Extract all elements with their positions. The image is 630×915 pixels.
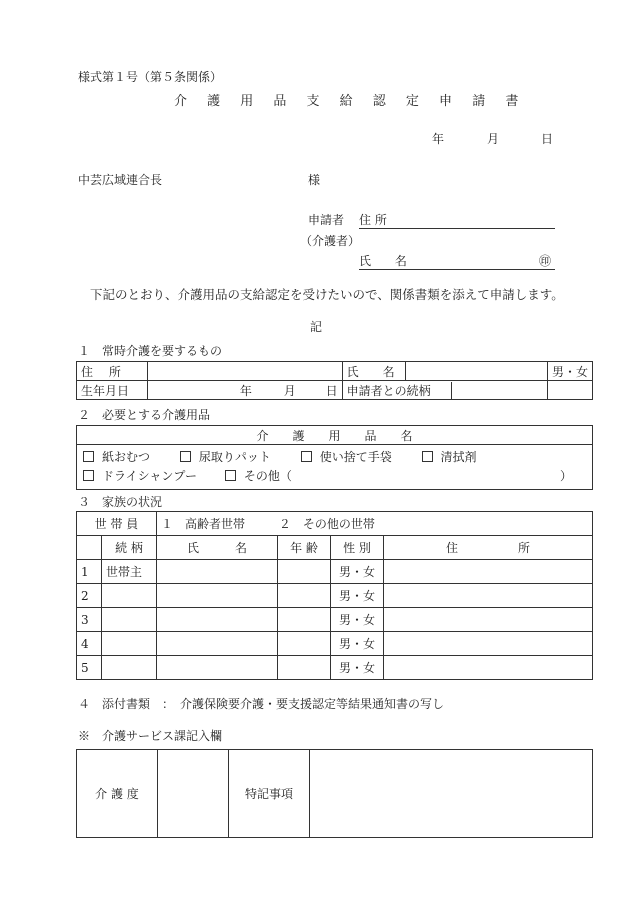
row-address[interactable] xyxy=(384,560,593,584)
intro-text: 下記のとおり、介護用品の支給認定を受けたいので、関係書類を添えて申請します。 xyxy=(90,287,564,302)
family-table xyxy=(76,511,593,680)
section4-attachments: ４ 添付書類 ： 介護保険要介護・要支援認定等結果通知書の写し xyxy=(78,697,445,711)
row-age[interactable] xyxy=(278,608,331,632)
s1-address-label: 住 所 xyxy=(77,362,148,381)
ki-label: 記 xyxy=(310,320,323,334)
row-relation[interactable]: 世帯主 xyxy=(102,560,157,584)
row-age[interactable] xyxy=(278,656,331,680)
section2-table xyxy=(76,425,593,490)
item-urine-pad: 尿取りパット xyxy=(198,450,271,464)
date-day-label: 日 xyxy=(541,132,554,146)
row-age[interactable] xyxy=(278,632,331,656)
s1-birth-field[interactable] xyxy=(147,381,342,400)
office-use-table xyxy=(76,749,593,838)
table-row xyxy=(77,560,593,584)
s2-items-cell xyxy=(77,445,593,490)
table-row xyxy=(77,656,593,680)
applicant-sub-label: （介護者） xyxy=(300,234,361,248)
row-no: 4 xyxy=(77,632,102,656)
row-address[interactable] xyxy=(384,608,593,632)
applicant-label: 申請者 xyxy=(308,213,345,227)
care-level-label: 介 護 度 xyxy=(77,750,158,838)
row-name[interactable] xyxy=(157,608,278,632)
s1-month-label: 月 xyxy=(283,383,296,398)
col-sex: 性 別 xyxy=(331,536,384,560)
col-name: 氏 名 xyxy=(157,536,278,560)
household-opt2[interactable]: ２ その他の世帯 xyxy=(278,517,375,531)
row-address[interactable] xyxy=(384,632,593,656)
row-sex[interactable]: 男・女 xyxy=(331,608,384,632)
checkbox-urine-pad[interactable] xyxy=(180,451,191,462)
s1-relation-cell xyxy=(342,381,547,400)
applicant-address-field[interactable] xyxy=(359,211,555,229)
household-opt1[interactable]: １ 高齢者世帯 xyxy=(161,517,246,531)
notes-field[interactable] xyxy=(310,750,593,838)
checkbox-dry-shampoo[interactable] xyxy=(83,470,94,481)
applicant-name-field[interactable] xyxy=(359,252,555,270)
item-other: その他（ xyxy=(243,469,292,483)
office-use-heading: ※ 介護サービス課記入欄 xyxy=(78,729,223,743)
row-address[interactable] xyxy=(384,656,593,680)
row-name[interactable] xyxy=(157,632,278,656)
row-no: 5 xyxy=(77,656,102,680)
s1-name-field[interactable] xyxy=(405,362,547,381)
applicant-name-label: 氏 名 xyxy=(359,254,417,268)
s1-birth-label: 生年月日 xyxy=(77,381,148,400)
s1-sex-field[interactable]: 男・女 xyxy=(547,362,592,381)
section3-heading: ３ 家族の状況 xyxy=(78,495,163,509)
table-row xyxy=(77,584,593,608)
checkbox-other[interactable] xyxy=(225,470,236,481)
s1-name-label: 氏 名 xyxy=(342,362,405,381)
addressee: 中芸広域連合長 xyxy=(78,173,163,187)
row-name[interactable] xyxy=(157,560,278,584)
item-dry-shampoo: ドライシャンプー xyxy=(102,469,198,483)
section2-heading: ２ 必要とする介護用品 xyxy=(78,408,211,422)
row-relation[interactable] xyxy=(102,584,157,608)
col-relation: 続 柄 xyxy=(102,536,157,560)
row-sex[interactable]: 男・女 xyxy=(331,632,384,656)
row-address[interactable] xyxy=(384,584,593,608)
s1-relation-label: 申請者との続柄 xyxy=(343,382,452,399)
row-sex[interactable]: 男・女 xyxy=(331,656,384,680)
row-age[interactable] xyxy=(278,584,331,608)
table-row xyxy=(77,608,593,632)
row-relation[interactable] xyxy=(102,608,157,632)
honorific: 様 xyxy=(308,173,321,187)
item-paper-diaper: 紙おむつ xyxy=(102,450,151,464)
notes-label: 特記事項 xyxy=(229,750,310,838)
checkbox-disposable-gloves[interactable] xyxy=(301,451,312,462)
s1-day-label: 日 xyxy=(325,383,338,398)
checkbox-cleansing-agent[interactable] xyxy=(422,451,433,462)
date-year-label: 年 xyxy=(432,132,445,146)
household-label: 世 帯 員 xyxy=(77,512,157,536)
s1-year-label: 年 xyxy=(239,383,252,398)
col-address: 住 所 xyxy=(384,536,593,560)
section1-table xyxy=(76,361,593,400)
row-sex[interactable]: 男・女 xyxy=(331,560,384,584)
checkbox-paper-diaper[interactable] xyxy=(83,451,94,462)
table-row xyxy=(77,632,593,656)
applicant-address-label: 住 所 xyxy=(359,213,387,227)
col-no xyxy=(77,536,102,560)
household-type-cell[interactable] xyxy=(157,512,593,536)
row-no: 1 xyxy=(77,560,102,584)
form-number: 様式第１号（第５条関係） xyxy=(78,70,223,84)
s2-header: 介 護 用 品 名 xyxy=(77,426,593,445)
s1-relation-field[interactable] xyxy=(547,381,592,400)
row-name[interactable] xyxy=(157,656,278,680)
row-no: 3 xyxy=(77,608,102,632)
care-level-field[interactable] xyxy=(158,750,229,838)
item-cleansing-agent: 清拭剤 xyxy=(440,450,477,464)
row-sex[interactable]: 男・女 xyxy=(331,584,384,608)
row-relation[interactable] xyxy=(102,656,157,680)
other-close-paren: ） xyxy=(559,469,572,483)
col-age: 年 齢 xyxy=(278,536,331,560)
row-relation[interactable] xyxy=(102,632,157,656)
section1-heading: １ 常時介護を要するもの xyxy=(78,344,223,358)
row-name[interactable] xyxy=(157,584,278,608)
date-month-label: 月 xyxy=(487,132,500,146)
row-no: 2 xyxy=(77,584,102,608)
s1-address-field[interactable] xyxy=(147,362,342,381)
item-disposable-gloves: 使い捨て手袋 xyxy=(319,450,392,464)
row-age[interactable] xyxy=(278,560,331,584)
page-title: 介 護 用 品 支 給 認 定 申 請 書 xyxy=(174,94,527,109)
seal-mark: ㊞ xyxy=(538,254,551,268)
